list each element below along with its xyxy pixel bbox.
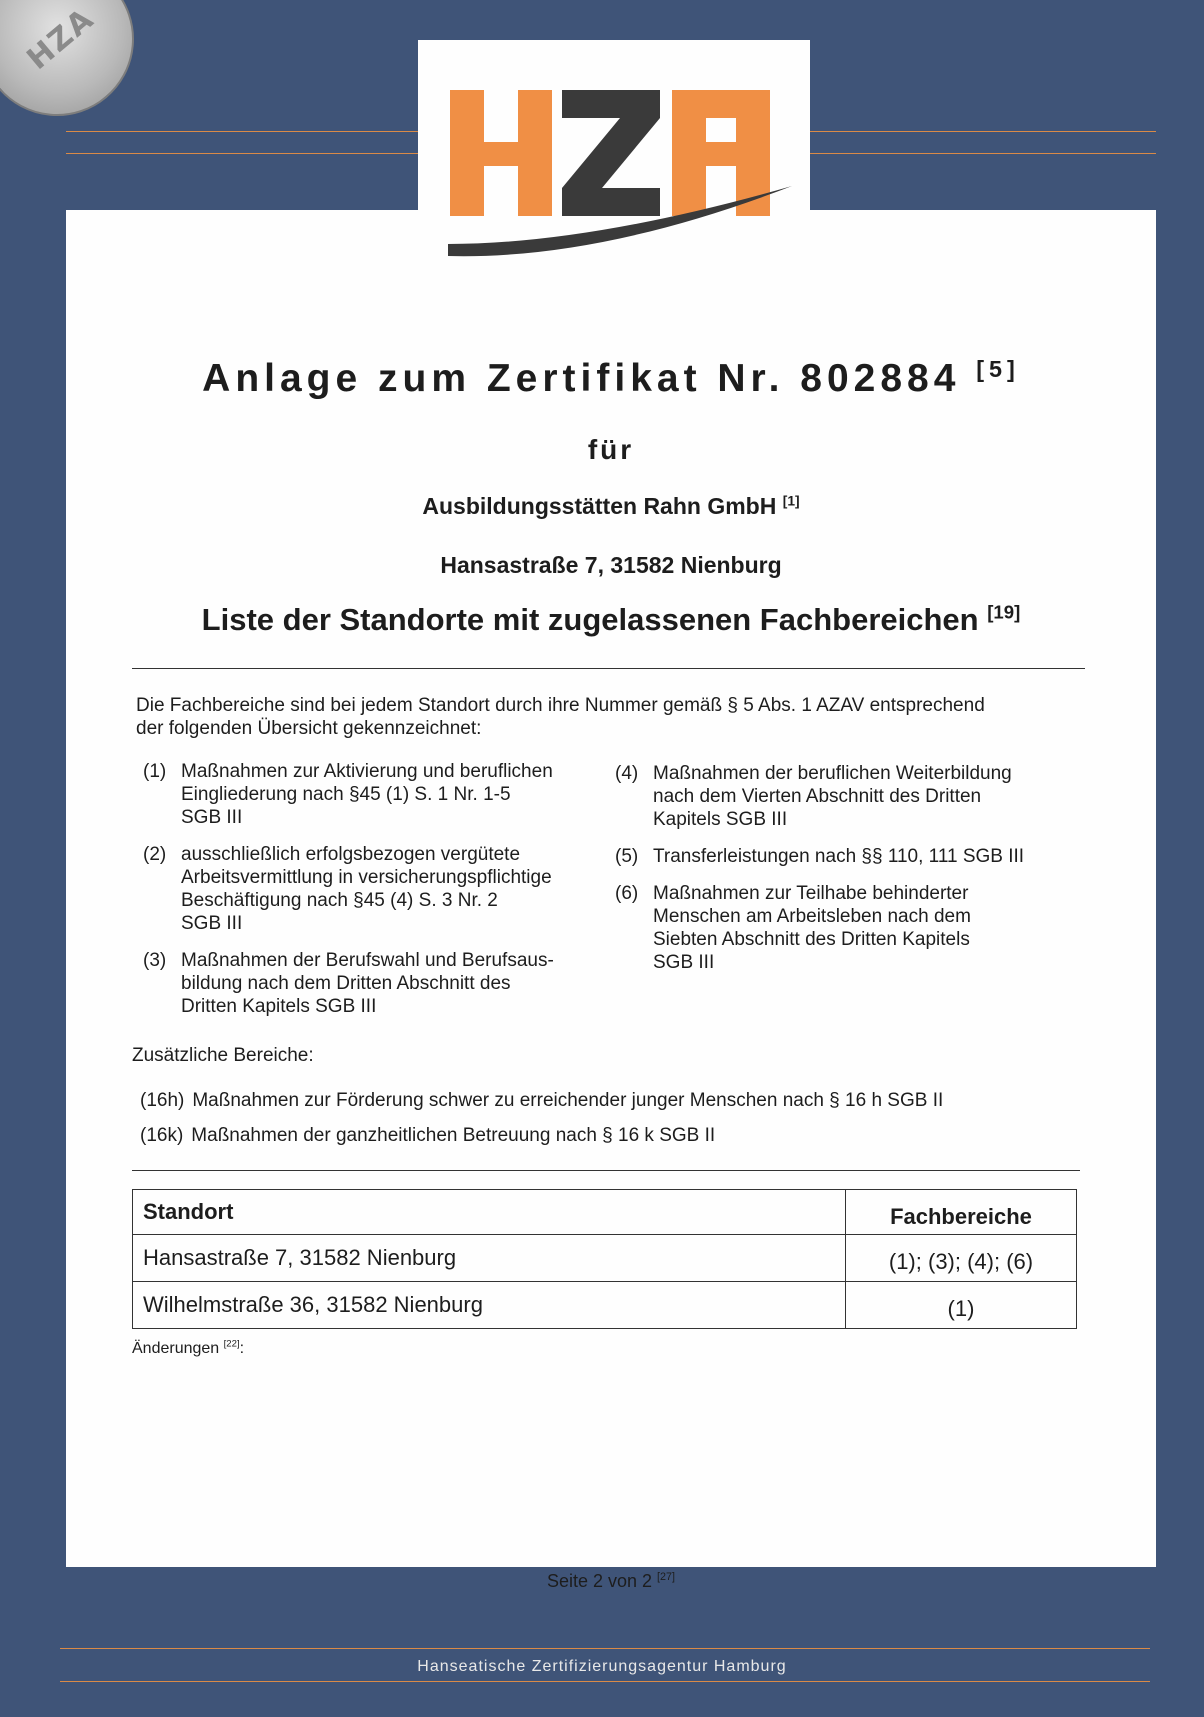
list-subtitle bbox=[66, 602, 1156, 638]
page-number bbox=[66, 1571, 1156, 1592]
footer-line-1 bbox=[60, 1648, 1150, 1649]
category-line: Maßnahmen der Berufswahl und Berufsaus- bbox=[181, 950, 554, 971]
changes-ref: [22] bbox=[223, 1338, 240, 1350]
subtitle-ref: [19] bbox=[987, 601, 1021, 623]
category-line: Maßnahmen zur Aktivierung und beruflichen bbox=[181, 761, 553, 782]
category-line: ausschließlich erfolgsbezogen vergütete bbox=[181, 844, 521, 865]
additional-number: (16h) bbox=[140, 1090, 185, 1111]
changes-text: Änderungen bbox=[132, 1340, 220, 1357]
footer-line-2 bbox=[60, 1681, 1150, 1682]
changes-label bbox=[132, 1340, 244, 1358]
category-number: (1) bbox=[143, 761, 167, 782]
changes-suffix: : bbox=[239, 1340, 245, 1357]
category-line: SGB III bbox=[653, 952, 715, 973]
category-line: SGB III bbox=[181, 913, 243, 934]
divider-bottom bbox=[132, 1170, 1080, 1171]
footer-agency-name: Hanseatische Zertifizierungsagentur Hamburg bbox=[417, 1658, 787, 1675]
category-line: Dritten Kapitels SGB III bbox=[181, 996, 377, 1017]
additional-number: (16k) bbox=[140, 1125, 184, 1146]
intro-text bbox=[136, 694, 1086, 740]
category-line: Siebten Abschnitt des Dritten Kapitels bbox=[653, 929, 970, 950]
cell-standort: Hansastraße 7, 31582 Nienburg bbox=[133, 1235, 846, 1282]
category-text bbox=[653, 762, 1095, 831]
category-line: Arbeitsvermittlung in versicherungspflichtige bbox=[181, 867, 552, 888]
locations-table bbox=[132, 1189, 1077, 1329]
category-item bbox=[615, 845, 1095, 868]
header-fachbereiche: Fachbereiche bbox=[846, 1190, 1077, 1235]
category-text bbox=[653, 845, 1095, 868]
table-row bbox=[133, 1235, 1077, 1282]
category-item bbox=[143, 760, 613, 829]
category-number: (3) bbox=[143, 950, 167, 971]
category-item bbox=[143, 949, 613, 1018]
category-line: Beschäftigung nach §45 (4) S. 3 Nr. 2 bbox=[181, 890, 498, 911]
category-text bbox=[181, 843, 613, 935]
company-address: Hansastraße 7, 31582 Nienburg bbox=[440, 552, 782, 578]
category-number: (2) bbox=[143, 844, 167, 865]
company-name bbox=[66, 493, 1156, 520]
category-line: Maßnahmen zur Teilhabe behinderter bbox=[653, 883, 969, 904]
category-line: Kapitels SGB III bbox=[653, 809, 788, 830]
company-ref: [1] bbox=[782, 493, 800, 509]
category-number: (6) bbox=[615, 883, 639, 904]
subtitle-text: Liste der Standorte mit zugelassenen Fachbereichen bbox=[201, 602, 979, 637]
additional-item bbox=[140, 1125, 715, 1147]
category-line: Maßnahmen der beruflichen Weiterbildung bbox=[653, 763, 1012, 784]
divider-top bbox=[132, 668, 1085, 669]
header-standort: Standort bbox=[133, 1190, 846, 1235]
cell-fachbereiche: (1) bbox=[846, 1282, 1077, 1329]
page-text: Seite 2 von 2 bbox=[546, 1571, 653, 1591]
certificate-title bbox=[66, 357, 1156, 401]
categories-right bbox=[615, 762, 1095, 988]
table-header-row bbox=[133, 1190, 1077, 1235]
additional-item bbox=[140, 1090, 943, 1112]
additional-label: Zusätzliche Bereiche: bbox=[132, 1045, 314, 1066]
categories-left bbox=[143, 760, 613, 1032]
category-text bbox=[653, 882, 1095, 974]
category-item bbox=[615, 882, 1095, 974]
company-text: Ausbildungsstätten Rahn GmbH bbox=[422, 493, 777, 519]
title-ref: [5] bbox=[976, 356, 1020, 382]
category-number: (5) bbox=[615, 846, 639, 867]
fuer-label: für bbox=[587, 434, 635, 465]
category-line: Eingliederung nach §45 (1) S. 1 Nr. 1-5 bbox=[181, 784, 511, 805]
title-text: Anlage zum Zertifikat Nr. 802884 bbox=[202, 357, 961, 400]
additional-text: Maßnahmen der ganzheitlichen Betreuung nach § 16 k SGB II bbox=[191, 1125, 716, 1146]
intro-line: der folgenden Übersicht gekennzeichnet: bbox=[136, 718, 482, 739]
category-number: (4) bbox=[615, 763, 639, 784]
category-line: bildung nach dem Dritten Abschnitt des bbox=[181, 973, 511, 994]
additional-text: Maßnahmen zur Förderung schwer zu erreichender junger Menschen nach § 16 h SGB II bbox=[192, 1090, 944, 1111]
category-text bbox=[181, 949, 613, 1018]
category-line: nach dem Vierten Abschnitt des Dritten bbox=[653, 786, 982, 807]
seal-text: HZA bbox=[20, 1, 102, 77]
cell-standort: Wilhelmstraße 36, 31582 Nienburg bbox=[133, 1282, 846, 1329]
cell-fachbereiche: (1); (3); (4); (6) bbox=[846, 1235, 1077, 1282]
hza-seal-icon bbox=[0, 0, 165, 147]
category-line: Menschen am Arbeitsleben nach dem bbox=[653, 906, 971, 927]
category-line: SGB III bbox=[181, 807, 243, 828]
category-text bbox=[181, 760, 613, 829]
category-line: Transferleistungen nach §§ 110, 111 SGB III bbox=[653, 846, 1025, 867]
intro-line: Die Fachbereiche sind bei jedem Standort durch ihre Nummer gemäß § 5 Abs. 1 AZAV entsprechend bbox=[136, 695, 985, 716]
hza-logo-icon bbox=[440, 48, 800, 266]
table-row bbox=[133, 1282, 1077, 1329]
category-item bbox=[615, 762, 1095, 831]
page-ref: [27] bbox=[657, 1571, 676, 1583]
category-item bbox=[143, 843, 613, 935]
